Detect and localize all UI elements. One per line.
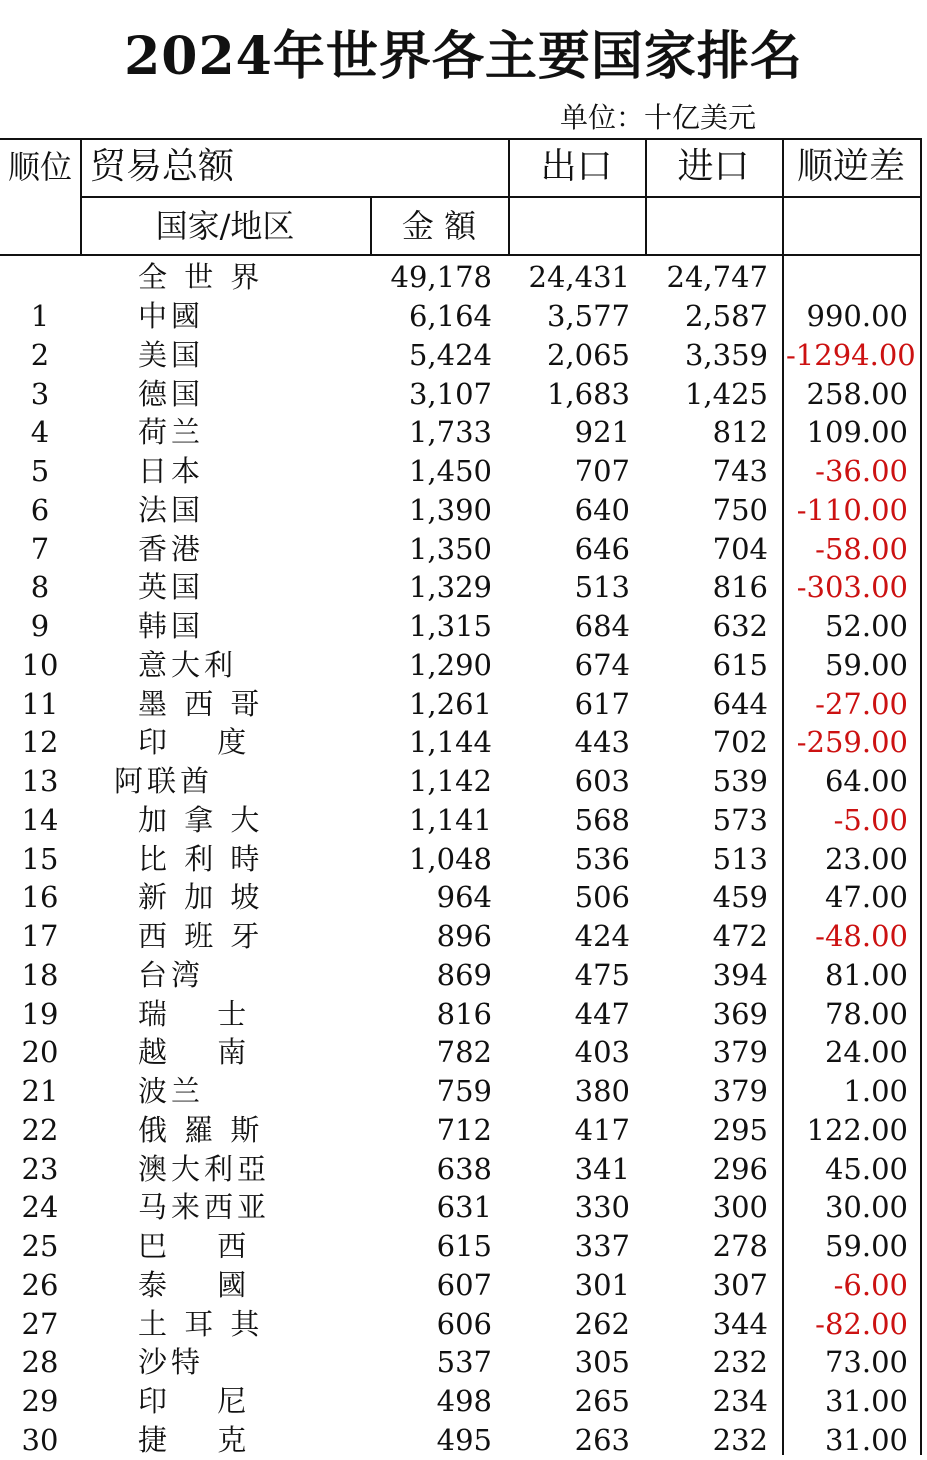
table-row <box>0 956 922 995</box>
balance-cell: -48.00 <box>815 919 908 953</box>
balance-cell: -6.00 <box>833 1267 908 1302</box>
total-cell: 607 <box>436 1267 492 1302</box>
export-cell: 417 <box>574 1112 630 1147</box>
total-cell: 615 <box>436 1229 492 1263</box>
import-cell: 278 <box>712 1229 768 1263</box>
country-cell: 中國 <box>138 299 205 333</box>
balance-cell: 73.00 <box>824 1345 908 1380</box>
table-row <box>0 762 922 801</box>
import-cell: 234 <box>712 1384 768 1418</box>
import-cell: 539 <box>712 764 768 798</box>
total-cell: 1,142 <box>408 764 492 798</box>
export-cell: 921 <box>574 415 630 450</box>
table-row <box>0 413 922 452</box>
country-cell: 荷兰 <box>138 415 205 450</box>
table-row <box>0 297 922 336</box>
balance-cell: 23.00 <box>824 841 908 876</box>
total-cell: 1,450 <box>408 454 492 488</box>
import-cell: 1,425 <box>684 376 768 411</box>
total-cell: 1,733 <box>408 415 492 450</box>
export-cell: 603 <box>574 764 630 798</box>
page-title: 2024年世界各主要国家排名 <box>124 26 803 87</box>
table-row <box>0 452 922 491</box>
rank-cell: 7 <box>30 531 50 566</box>
total-cell: 3,107 <box>408 376 492 411</box>
balance-cell: 31.00 <box>824 1384 908 1418</box>
country-cell: 比 利 時 <box>138 841 264 876</box>
world-name: 全 世 界 <box>138 260 264 294</box>
rank-cell: 19 <box>21 996 59 1031</box>
table-row <box>0 840 922 879</box>
header-import: 进口 <box>677 146 750 187</box>
rank-cell: 22 <box>21 1112 59 1147</box>
export-cell: 265 <box>574 1384 630 1418</box>
total-cell: 712 <box>436 1112 492 1147</box>
total-cell: 896 <box>436 919 492 953</box>
export-cell: 2,065 <box>546 337 630 372</box>
export-cell: 617 <box>574 686 630 721</box>
import-cell: 704 <box>712 531 768 566</box>
table-row <box>0 336 922 375</box>
balance-cell: -259.00 <box>796 725 908 760</box>
country-cell: 英国 <box>138 570 205 605</box>
import-cell: 632 <box>712 609 768 643</box>
import-cell: 307 <box>712 1267 768 1302</box>
table-row <box>0 1382 922 1421</box>
country-cell: 阿联酋 <box>114 764 214 798</box>
export-cell: 1,683 <box>546 376 630 411</box>
total-cell: 6,164 <box>408 299 492 333</box>
import-cell: 295 <box>712 1112 768 1147</box>
export-cell: 403 <box>574 1035 630 1070</box>
country-cell: 美国 <box>138 337 205 372</box>
total-cell: 964 <box>436 880 492 915</box>
rank-cell: 11 <box>21 686 59 721</box>
export-cell: 536 <box>574 841 630 876</box>
country-cell: 瑞 士 <box>138 996 251 1031</box>
table-row <box>0 1421 922 1460</box>
export-cell: 380 <box>574 1074 630 1108</box>
import-cell: 369 <box>712 996 768 1031</box>
rank-cell: 29 <box>21 1384 59 1418</box>
export-cell: 674 <box>574 647 630 682</box>
total-cell: 495 <box>436 1422 492 1457</box>
import-cell: 379 <box>712 1035 768 1070</box>
import-cell: 472 <box>712 919 768 953</box>
table-row <box>0 685 922 724</box>
export-cell: 640 <box>574 492 630 527</box>
table-row <box>0 607 922 646</box>
total-cell: 1,144 <box>408 725 492 760</box>
rank-cell: 6 <box>30 492 50 527</box>
total-cell: 782 <box>436 1035 492 1070</box>
rank-cell: 24 <box>21 1190 59 1225</box>
rank-cell: 26 <box>21 1267 59 1302</box>
import-cell: 644 <box>712 686 768 721</box>
balance-cell: 47.00 <box>824 880 908 915</box>
country-cell: 沙特 <box>138 1345 205 1380</box>
balance-cell: 24.00 <box>824 1035 908 1070</box>
balance-cell: -27.00 <box>815 686 908 721</box>
total-cell: 1,329 <box>408 570 492 605</box>
rank-cell: 16 <box>21 880 59 915</box>
import-cell: 300 <box>712 1190 768 1225</box>
table-row <box>0 568 922 607</box>
country-cell: 日本 <box>138 454 205 488</box>
country-cell: 西 班 牙 <box>138 919 264 953</box>
table-row <box>0 530 922 569</box>
balance-cell: 122.00 <box>806 1112 908 1147</box>
export-cell: 305 <box>574 1345 630 1380</box>
balance-cell: 81.00 <box>824 957 908 992</box>
export-cell: 301 <box>574 1267 630 1302</box>
import-cell: 702 <box>712 725 768 760</box>
header-export: 出口 <box>540 146 613 187</box>
country-cell: 加 拿 大 <box>138 802 264 837</box>
table-row <box>0 917 922 956</box>
table-row <box>0 1072 922 1111</box>
world-export: 24,431 <box>528 260 630 294</box>
export-cell: 424 <box>574 919 630 953</box>
balance-cell: 990.00 <box>806 299 908 333</box>
import-cell: 232 <box>712 1345 768 1380</box>
balance-cell: 78.00 <box>824 996 908 1031</box>
export-cell: 447 <box>574 996 630 1031</box>
import-cell: 296 <box>712 1151 768 1186</box>
world-import: 24,747 <box>666 260 768 294</box>
table-row <box>0 1111 922 1150</box>
rank-cell: 5 <box>30 454 50 488</box>
header-country: 国家/地区 <box>155 207 295 245</box>
import-cell: 750 <box>712 492 768 527</box>
total-cell: 816 <box>436 996 492 1031</box>
country-cell: 法国 <box>138 492 205 527</box>
balance-cell: -82.00 <box>815 1306 908 1341</box>
rank-cell: 8 <box>30 570 50 605</box>
header-rank: 顺位 <box>7 148 72 186</box>
balance-cell: 258.00 <box>806 376 908 411</box>
country-cell: 波兰 <box>138 1074 205 1108</box>
export-cell: 513 <box>574 570 630 605</box>
balance-cell: 64.00 <box>824 764 908 798</box>
export-cell: 646 <box>574 531 630 566</box>
import-cell: 743 <box>712 454 768 488</box>
import-cell: 812 <box>712 415 768 450</box>
country-cell: 新 加 坡 <box>138 880 264 915</box>
total-cell: 631 <box>436 1190 492 1225</box>
header-balance: 顺逆差 <box>796 146 905 187</box>
rank-cell: 15 <box>21 841 59 876</box>
rank-cell: 4 <box>30 415 50 450</box>
balance-cell: 1.00 <box>843 1074 908 1108</box>
total-cell: 759 <box>436 1074 492 1108</box>
balance-cell: 109.00 <box>806 415 908 450</box>
country-cell: 泰 國 <box>138 1267 251 1302</box>
world-total: 49,178 <box>390 260 492 294</box>
balance-cell: -303.00 <box>796 570 908 605</box>
table-row <box>0 646 922 685</box>
import-cell: 2,587 <box>684 299 768 333</box>
country-cell: 印 度 <box>138 725 251 760</box>
table-row <box>0 1033 922 1072</box>
rank-cell: 28 <box>21 1345 59 1380</box>
export-cell: 568 <box>574 802 630 837</box>
table-row <box>0 1227 922 1266</box>
export-cell: 707 <box>574 454 630 488</box>
table-row <box>0 491 922 530</box>
country-cell: 俄 羅 斯 <box>138 1112 264 1147</box>
import-cell: 394 <box>712 957 768 992</box>
total-cell: 1,261 <box>408 686 492 721</box>
rank-cell: 27 <box>21 1306 59 1341</box>
balance-cell: 52.00 <box>824 609 908 643</box>
import-cell: 3,359 <box>684 337 768 372</box>
balance-cell: -110.00 <box>796 492 908 527</box>
import-cell: 573 <box>712 802 768 837</box>
country-cell: 韩国 <box>138 609 205 643</box>
import-cell: 344 <box>712 1306 768 1341</box>
rank-cell: 14 <box>21 802 59 837</box>
balance-cell: -5.00 <box>833 802 908 837</box>
rank-cell: 18 <box>21 957 59 992</box>
table-row <box>0 995 922 1034</box>
export-cell: 262 <box>574 1306 630 1341</box>
rank-cell: 3 <box>30 376 50 411</box>
unit-label: 单位：十亿美元 <box>560 101 757 134</box>
rank-cell: 25 <box>21 1229 59 1263</box>
balance-cell: 59.00 <box>824 647 908 682</box>
total-cell: 1,048 <box>408 841 492 876</box>
rank-cell: 2 <box>30 337 50 372</box>
table-row <box>0 1150 922 1189</box>
rank-cell: 20 <box>21 1035 59 1070</box>
import-cell: 232 <box>712 1422 768 1457</box>
country-cell: 土 耳 其 <box>138 1306 264 1341</box>
country-cell: 印 尼 <box>138 1384 251 1418</box>
table-row <box>0 723 922 762</box>
rank-cell: 13 <box>21 764 59 798</box>
import-cell: 816 <box>712 570 768 605</box>
table-row <box>0 801 922 840</box>
total-cell: 638 <box>436 1151 492 1186</box>
header-amount: 金 額 <box>401 207 477 245</box>
rank-cell: 17 <box>21 919 59 953</box>
total-cell: 1,350 <box>408 531 492 566</box>
export-cell: 337 <box>574 1229 630 1263</box>
country-cell: 墨 西 哥 <box>138 686 264 721</box>
country-cell: 意大利 <box>138 647 238 682</box>
balance-cell: 59.00 <box>824 1229 908 1263</box>
export-cell: 475 <box>574 957 630 992</box>
country-cell: 台湾 <box>138 957 205 992</box>
total-cell: 5,424 <box>408 337 492 372</box>
country-cell: 德国 <box>138 376 205 411</box>
export-cell: 443 <box>574 725 630 760</box>
balance-cell: 30.00 <box>824 1190 908 1225</box>
total-cell: 606 <box>436 1306 492 1341</box>
header-trade-total: 贸易总额 <box>90 146 235 187</box>
balance-cell: -58.00 <box>815 531 908 566</box>
total-cell: 1,141 <box>408 802 492 837</box>
table-row <box>0 1305 922 1344</box>
export-cell: 3,577 <box>546 299 630 333</box>
rank-cell: 1 <box>30 299 50 333</box>
rank-cell: 9 <box>30 609 50 643</box>
world-row <box>0 258 922 297</box>
table-row <box>0 878 922 917</box>
total-cell: 1,390 <box>408 492 492 527</box>
balance-cell: 31.00 <box>824 1422 908 1457</box>
table-row <box>0 1188 922 1227</box>
rank-cell: 21 <box>21 1074 59 1108</box>
rank-cell: 30 <box>21 1422 59 1457</box>
export-cell: 341 <box>574 1151 630 1186</box>
balance-cell: 45.00 <box>824 1151 908 1186</box>
total-cell: 537 <box>436 1345 492 1380</box>
country-cell: 澳大利亞 <box>138 1151 271 1186</box>
total-cell: 869 <box>436 957 492 992</box>
country-cell: 马来西亚 <box>138 1190 271 1225</box>
import-cell: 379 <box>712 1074 768 1108</box>
import-cell: 459 <box>712 880 768 915</box>
country-cell: 香港 <box>138 531 205 566</box>
balance-cell: -1294.00 <box>786 337 916 372</box>
balance-cell: -36.00 <box>815 454 908 488</box>
import-cell: 513 <box>712 841 768 876</box>
rank-cell: 10 <box>21 647 59 682</box>
export-cell: 330 <box>574 1190 630 1225</box>
total-cell: 1,290 <box>408 647 492 682</box>
table-row <box>0 1266 922 1305</box>
rank-cell: 23 <box>21 1151 59 1186</box>
import-cell: 615 <box>712 647 768 682</box>
export-cell: 684 <box>574 609 630 643</box>
rank-cell: 12 <box>21 725 59 760</box>
table-row <box>0 375 922 414</box>
country-cell: 捷 克 <box>138 1422 251 1457</box>
country-cell: 越 南 <box>138 1035 251 1070</box>
country-cell: 巴 西 <box>138 1229 251 1263</box>
export-cell: 263 <box>574 1422 630 1457</box>
table-row <box>0 1343 922 1382</box>
total-cell: 1,315 <box>408 609 492 643</box>
export-cell: 506 <box>574 880 630 915</box>
total-cell: 498 <box>436 1384 492 1418</box>
